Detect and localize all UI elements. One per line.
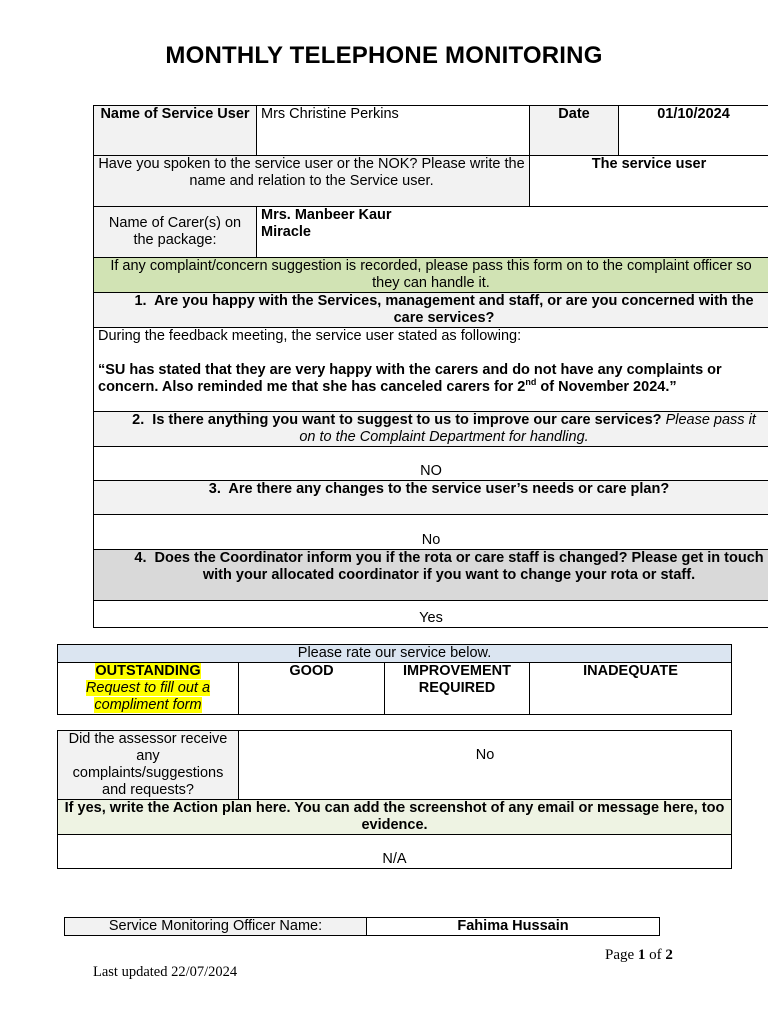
question-4-number: 4. <box>134 550 147 566</box>
question-1-quote: “SU has stated that they are very happy with the carers and do not have any complaints or concern. Also reminded me that she has canceled carers for 2nd of November 2024.” <box>98 362 722 395</box>
rating-inadequate[interactable]: INADEQUATE <box>530 663 732 715</box>
question-3-text: Are there any changes to the service user’s needs or care plan? <box>228 481 670 497</box>
spoken-to-label: Have you spoken to the service user or the NOK? Please write the name and relation to the Service user. <box>94 156 530 207</box>
rating-header: Please rate our service below. <box>58 645 732 663</box>
page-number: Page 1 of 2 <box>605 947 673 963</box>
question-1-number: 1. <box>134 293 147 309</box>
question-2-number: 2. <box>132 412 145 428</box>
question-1 <box>94 293 768 328</box>
question-2-answer[interactable]: NO <box>94 447 768 481</box>
assessor-question: Did the assessor receive any complaints/suggestions and requests? <box>58 731 239 800</box>
question-2-text: Is there anything you want to suggest to us to improve our care services? <box>152 412 662 428</box>
rating-good[interactable]: GOOD <box>239 663 385 715</box>
action-plan-label: If yes, write the Action plan here. You can add the screenshot of any email or message here, too evidence. <box>58 800 732 835</box>
question-4-answer[interactable]: Yes <box>94 601 768 628</box>
assessor-table <box>57 730 732 869</box>
rating-outstanding-label: OUTSTANDING <box>95 663 201 679</box>
service-user-name-value[interactable]: Mrs Christine Perkins <box>257 106 530 156</box>
rating-improvement-required[interactable]: IMPROVEMENT REQUIRED <box>385 663 530 715</box>
question-4-text: Does the Coordinator inform you if the rota or care staff is changed? Please get in touch with your allocated coordinator if you want to change your rota or staff. <box>154 550 764 583</box>
date-value[interactable]: 01/10/2024 <box>619 106 768 156</box>
page-title: MONTHLY TELEPHONE MONITORING <box>165 42 603 69</box>
question-1-text: Are you happy with the Services, management and staff, or are you concerned with the care services? <box>154 293 754 326</box>
rating-table <box>57 644 732 715</box>
rating-outstanding[interactable] <box>58 663 239 715</box>
service-user-name-label: Name of Service User <box>94 106 257 156</box>
action-plan-value[interactable]: N/A <box>58 835 732 869</box>
date-label: Date <box>530 106 619 156</box>
complaint-notice: If any complaint/concern suggestion is recorded, please pass this form on to the complaint officer so they can handle it. <box>94 258 768 293</box>
question-1-intro: During the feedback meeting, the service user stated as following: <box>98 328 522 344</box>
carer-name-1: Mrs. Manbeer Kaur <box>261 207 392 223</box>
last-updated: Last updated 22/07/2024 <box>93 964 238 980</box>
question-3-answer[interactable]: No <box>94 515 768 550</box>
monitoring-form-table <box>93 105 768 628</box>
carers-label: Name of Carer(s) on the package: <box>94 207 257 258</box>
officer-table <box>64 917 660 936</box>
question-3-number: 3. <box>208 481 221 497</box>
question-3 <box>94 481 768 515</box>
question-2-note: Please pass it on to the Complaint Department for handling. <box>299 412 756 445</box>
carers-value[interactable] <box>257 207 768 258</box>
compliment-form-note: Request to fill out a compliment form <box>85 680 211 713</box>
officer-name-value[interactable]: Fahima Hussain <box>367 918 660 936</box>
assessor-answer[interactable]: No <box>239 731 732 800</box>
question-1-answer[interactable] <box>94 328 768 412</box>
carer-name-2: Miracle <box>261 224 311 240</box>
spoken-to-value[interactable]: The service user <box>530 156 768 207</box>
officer-name-label: Service Monitoring Officer Name: <box>65 918 367 936</box>
question-2 <box>94 412 768 447</box>
question-4 <box>94 550 768 601</box>
